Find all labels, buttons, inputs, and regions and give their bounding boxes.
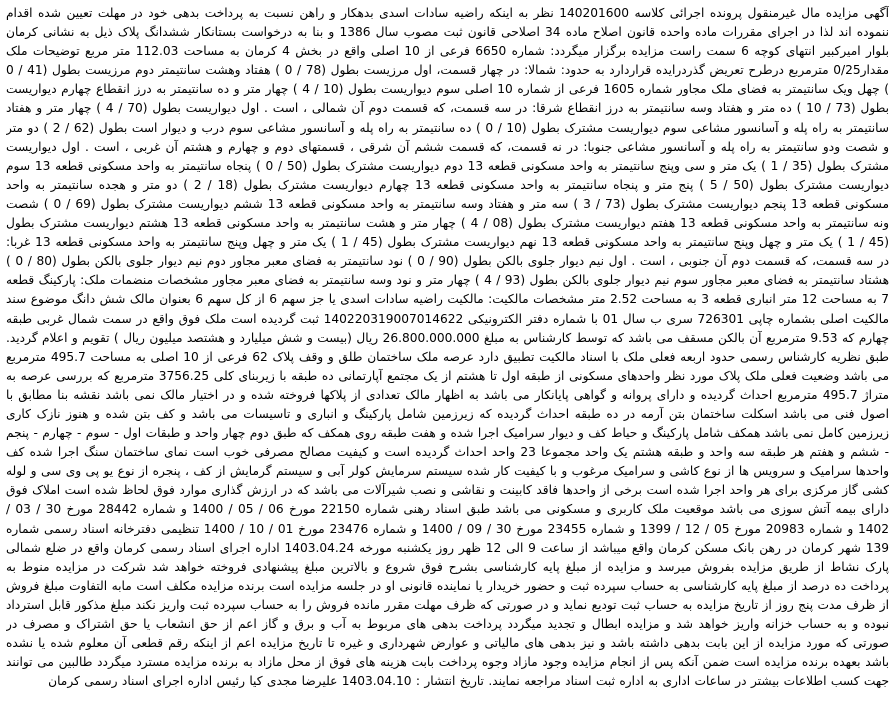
notice-body-text: آگهی مزایده مال غیرمنقول پرونده اجرائی کلاسه 140201600 نظر به اینکه راضیه سادات اسدی بدهکار و راهن نسبت به پرداخت بدهی خود در مهلت تعیین شده اقدام ننموده اند لذا در اجرای مقررات ماده واحده قانون اصلاح ماده 34 اصلاحی قانون ثبت مصوب سال 1386 و بنا به درخواست بستانکار ششدانگ پلاک ذیل به نشانی کرمان بلوار امیرکبیر انتهای کوچه 6 سمت راست مزایده برگزار میگردد: شماره 6650 فرعی از 10 اصلی واقع در بخش 4 کرمان به مساحت 112.03 متر مربع توضیحات ملک مقدار0/25 مترمربع درطرح تعریض گذردرایده قراردارد به حدود: شمالا: در چهار قسمت، اول مرزیست بطول (78 / 0 ) هفتاد وهشت سانتیمتر دوم مرزیست بطول (41 / 0 ) چهل ویک سانتیمتر به فضای ملک مجاور شماره 1605 فرعی از شماره 10 اصلی سوم دیواریست بطول (10 / 4 ) چهار متر و ده سانتیمتر به درز انقطاع چهارم دیواریست بطول (73 / 10 ) ده متر و هفتاد وسه سانتیمتر به درز انقطاع شرقا: در سه قسمت، که قسمت دوم آن شمالی ، است . اول دیواریست بطول (70 / 4 ) چهار متر و هفتاد سانتیمتر به راه پله و آسانسور مشاعی سوم دیواریست مشترک بطول (10 / 0 ) ده سانتیمتر به راه پله و آسانسور مشاعی سوم درب و دیوار است بطول (62 / 2 ) دو متر و شصت ودو سانتیمتر به راه پله و آسانسور مشاعی جنوبا: در نه قسمت، که قسمت ششم آن شرقی ، قسمتهای دوم و چهارم و هشتم آن غربی ، است . اول دیواریست مشترک بطول (35 / 1 ) یک متر و سی وپنج سانتیمتر به واحد مسکونی قطعه 13 دوم دیواریست مشترک بطول (50 / 0 ) پنجاه سانتیمتر به واحد مسکونی قطعه 13 سوم دیواریست مشترک بطول (50 / 5 ) پنج متر و پنجاه سانتیمتر به واحد مسکونی قطعه 13 چهارم دیواریست مشترک بطول (18 / 2 ) دو متر و هجده سانتیمتر به واحد مسکونی قطعه 13 پنجم دیواریست مشترک بطول (73 / 3 ) سه متر و هفتاد وسه سانتیمتر به واحد مسکونی قطعه 13 ششم دیواریست مشترک بطول (69 / 0 ) شصت ونه سانتیمتر به واحد مسکونی قطعه 13 هفتم دیواریست مشترک بطول (08 / 4 ) چهار متر و هشت سانتیمتر به واحد مسکونی قطعه 13 هشتم دیواریست مشترک بطول (45 / 1 ) یک متر و چهل وپنج سانتیمتر به واحد مسکونی قطعه 13 نهم دیواریست مشترک بطول (45 / 1 ) یک متر و چهل وپنج سانتیمتر به واحد مسکونی قطعه 13 غربا: در سه قسمت، که قسمت دوم آن جنوبی ، است . اول نیم دیوار جلوی بالکن بطول (90 / 0 ) نود سانتیمتر به فضای معبر مجاور دوم نیم دیوار جلوی بالکن بطول (80 / 0 ) هشتاد سانتیمتر به فضای معبر مجاور سوم نیم دیوار جلوی بالکن بطول (93 / 4 ) چهار متر و نود وسه سانتیمتر به فضای معبر مجاور مشخصات منضمات ملک: پارکینگ قطعه 7 به مساحت 12 متر انباری قطعه 3 به مساحت 2.52 متر مشخصات مالکیت: مالکیت راضیه سادات اسدی یا جز سهم 6 از کل سهم 6 بعنوان مالک شش دانگ موضوع سند مالکیت اصلی بشماره چاپی 726301 سری ب سال 01 با شماره دفتر الکترونیکی 140220319007014622 ثبت گردیده است ملک فوق واقع در سمت شمال غربی طبقه چهارم که 9.53 مترمربع آن بالکن مسقف می باشد که توسط کارشناس به مبلغ 26.800.000.000 ریال (بیست و شش میلیارد و هشتصد میلیون ریال ) تقویم و اعلام گردید. طبق نظریه کارشناس رسمی حدود اربعه فعلی ملک با اسناد مالکیت تطبیق دارد عرصه ملک ساختمان طلق و وقف پلاک 62 فرعی از 10 اصلی به مساحت 495.7 مترمربع می باشد وضعیت فعلی ملک پلاک مورد نظر واحدهای مسکونی از طبقه اول تا هشتم از یک مجتمع آپارتمانی ده طبقه با زیربنای کلی 3756.25 مترمربع که بررسی عرصه به متراژ 495.7 مترمربع احداث گردیده و دارای پروانه و گواهی پایانکار می باشد به اظهار مالک تعدادی از پلاکها فروخته شده و در اختیار مالک نمی باشد نقشه بنا مطابق با اصول فنی می باشد اسکلت ساختمان بتن آرمه در ده طبقه احداث گردیده که زیرزمین شامل پارکینگ و انباری و تاسیسات می باشد و کف بتن شده و هنوز نازک کاری زیرزمین کامل نمی باشد همکف شامل پارکینگ و حیاط کف و دیوار سرامیک اجرا شده و هفت طبقه روی همکف که طبق دوم چهار واحد و طبقات اول - سوم - چهارم - پنجم - ششم و هفتم هر طبقه سه واحد و طبقه هشتم یک واحد مجموعا 23 واحد احداث گردیده است و کیفیت مصالح مصرفی خوب است نمای ساختمان سنگ اجرا شده کف واحدها سرامیک و سرویس ها از نوع کاشی و سرامیک مرغوب و با کیفیت کار شده سیستم سرمایش کولر آبی و سیستم گرمایش از کف ، پنجره از نوع یو پی وی سی و لوله کشی گاز مرکزی برای هر واحد اجرا شده است برخی از واحدها فاقد کابینت و نقاشی و نصب شیرآلات می باشد که در ارزش گذاری موارد فوق لحاظ شده است املاک فوق دارای بیمه آتش سوزی می باشد موقعیت ملک کاربری و مسکونی می باشد طبق اسناد رهنی شماره 22150 مورخ 06 / 05 / 1400 و شماره 28442 مورخ 30 / 03 / 1402 و شماره 20983 مورخ 05 / 12 / 1399 و شماره 23455 مورخ 30 / 09 / 1400 و شماره 23476 مورخ 01 / 10 / 1400 تنظیمی دفترخانه اسناد رسمی شماره 139 شهر کرمان در رهن بانک مسکن کرمان واقع میباشد از ساعت 9 الی 12 ظهر روز یکشنبه مورخه 1403.04.24 اداره اجرای اسناد رسمی کرمان واقع در ضلع شمالی پارک نشاط از طریق مزایده بفروش میرسد و مزایده از مبلغ پایه کارشناسی بشرح فوق شروع و بالاترین مبلغ پیشنهادی فروخته خواهد شد شرکت در مزایده منوط به پرداخت ده درصد از مبلغ پایه کارشناسی به حساب سپرده ثبت و حضور خریدار یا نماینده قانونی او در جلسه مزایده است برنده مزایده مکلف است مابه التفاوت مبلغ فروش از ظرف مدت پنج روز از تاریخ مزایده به حساب ثبت تودیع نماید و در صورتی که ظرف مهلت مقرر مانده فروش را به حساب سپرده ثبت واریز نکند مبلغ مذکور قابل استرداد نبوده و به حساب خزانه واریز خواهد شد و مزایده ابطال و تجدید میگردد پرداخت بدهی های مربوط به آب و برق و گاز اعم از حق انشعاب یا حق اشتراک و مصرف در صورتی که مورد مزایده از این بابت بدهی داشته باشد و نیز بدهی های مالیاتی و عوارض شهرداری و غیره تا تاریخ مزایده اعم از اینکه رقم قطعی آن معلوم شده یا نشده باشد بعهده برنده مزایده است ضمن آنکه پس از انجام مزایده وجود مازاد وجوه پرداخت بابت هزینه های فوق از محل مازاد به برنده مزایده مسترد میگردد طالبین می توانند جهت کسب اطلاعات بیشتر در ساعات اداری به اداره ثبت اسناد مراجعه نمایند. تاریخ انتشار : 1403.04.10 علیرضا مجدی کیا رئیس اداره اجرای اسناد رسمی کرمان [6,6,889,689]
auction-notice [6,4,889,707]
